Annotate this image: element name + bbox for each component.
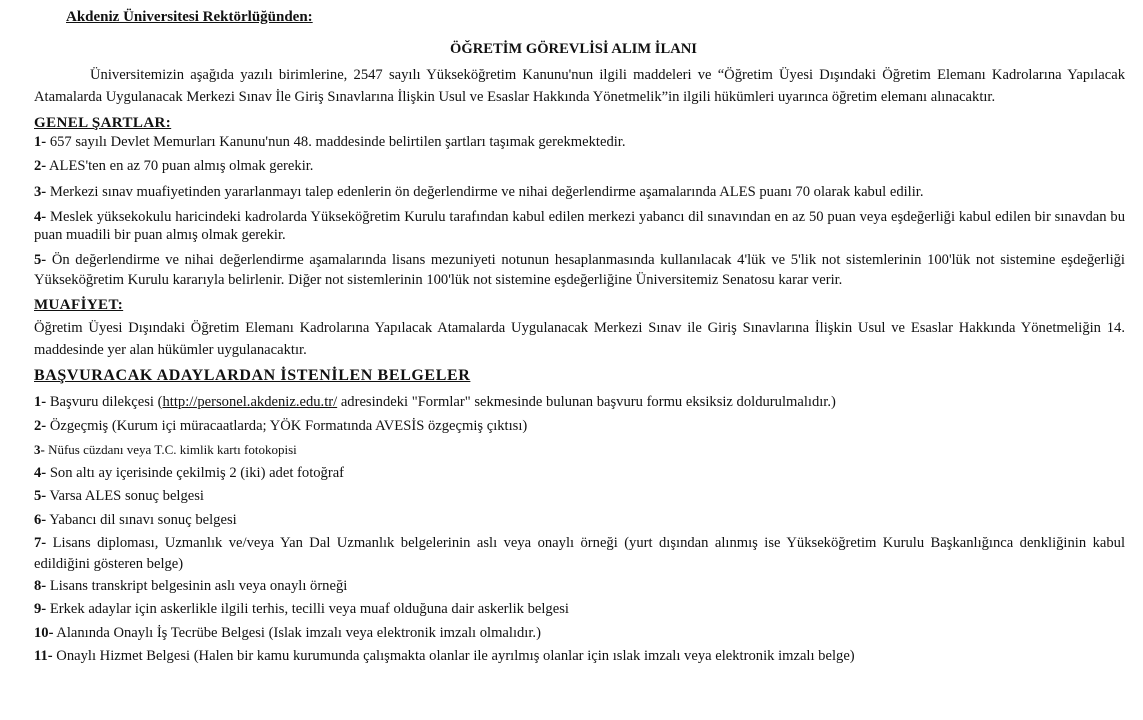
item-number: 8- [34,577,47,594]
item-text: Varsa ALES sonuç belgesi [46,488,204,505]
item-number: 7- [34,534,47,551]
item-number: 2- [34,158,47,174]
item-text: Ön değerlendirme ve nihai değerlendirme aşamalarında lisans mezuniyeti notunun hesaplanmasında kullanılacak 4'lük ve 5'lik not sistemlerinin 100'lük not sistemine eşdeğerliği Yükseköğretim Kurulu kararıyla belirlenir. Diğer not sistemlerinin 100'lük not sistemine eşdeğerliğine Üniversitemiz Senatosu karar verir. [34,252,1125,288]
item-number: 2- [34,417,47,434]
document-item [34,622,1125,646]
general-condition-item [34,208,1125,244]
item-number: 4- [34,464,47,481]
document-item [34,598,1125,622]
item-text: Meslek yüksekokulu haricindeki kadrolarda Yükseköğretim Kurulu tarafından kabul edilen merkezi yabancı dil sınavından en az 50 puan veya eşdeğerliği kabul edilen bir sınavdan bu puan muadili bir puan almış olmak gerekir. [34,209,1125,243]
item-text: Erkek adaylar için askerlikle ilgili terhis, tecilli veya muaf olduğuna dair askerlik belgesi [46,601,569,618]
document-item [34,485,1125,509]
item-number: 5- [34,252,47,268]
general-condition-item [34,156,1125,176]
item-number: 9- [34,601,47,618]
item-text: 657 sayılı Devlet Memurları Kanunu'nun 48. maddesinde belirtilen şartları taşımak gerekmektedir. [46,134,626,150]
item-number: 5- [34,488,47,505]
item-text: Lisans transkript belgesinin aslı veya onaylı örneği [46,577,348,594]
item-text: ALES'ten en az 70 puan almış olmak gerekir. [46,158,314,174]
document-item [34,575,1125,599]
item-number: 4- [34,209,47,225]
document-item [34,415,1125,439]
item-number: 11- [34,648,53,665]
document-item [34,645,1125,669]
general-condition-item [34,132,1125,152]
announcement-title: ÖĞRETİM GÖREVLİSİ ALIM İLANI [450,41,697,57]
item-text: Onaylı Hizmet Belgesi (Halen bir kamu kurumunda çalışmakta olanlar ile ayrılmış olanlar için ıslak imzalı veya elektronik imzalı belge) [52,648,855,665]
general-conditions-list [34,132,1143,290]
item-text: Özgeçmiş (Kurum içi müracaatlarda; YÖK Formatında AVESİS özgeçmiş çıktısı) [46,417,528,434]
item-number: 3- [34,442,45,458]
item-number: 3- [34,184,47,200]
intro-paragraph: Üniversitemizin aşağıda yazılı birimlerine, 2547 sayılı Yükseköğretim Kanunu'nun ilgili maddeleri ve “Öğretim Üyesi Dışındaki Öğretim Elemanı Kadrolarına Yapılacak Atamalarda Uygulanacak Merkezi Sınav İle Giriş Sınavlarına İlişkin Usul ve Esaslar Hakkında Yönetmelik”in ilgili hükümleri uyarınca öğretim elemanı alınacaktır. [34,67,1125,105]
document-item [34,391,1125,415]
item-text: adresindeki "Formlar" sekmesinde bulunan başvuru formu eksiksiz doldurulmalıdır.) [337,394,836,410]
document-item [34,438,1125,462]
item-text: Başvuru dilekçesi ( [46,394,163,410]
item-number: 1- [34,394,47,410]
issuer-heading: Akdeniz Üniversitesi Rektörlüğünden: [66,9,313,25]
personnel-website-link[interactable]: http://personel.akdeniz.edu.tr/ [162,394,338,410]
item-text: Merkezi sınav muafiyetinden yararlanmayı talep edenlerin ön değerlendirme ve nihai değerlendirme aşamalarında ALES puanı 70 olarak kabul edilir. [46,184,924,200]
document-item [34,509,1125,533]
general-condition-item [34,182,1125,202]
exemption-paragraph: Öğretim Üyesi Dışındaki Öğretim Elemanı Kadrolarına Yapılacak Atamalarda Uygulanacak Merkezi Sınav ile Giriş Sınavlarına İlişkin Usul ve Esaslar Hakkında Yönetmeliğin 14. maddesinde yer alan hükümler uygulanacaktır. [34,320,1125,358]
document-item [34,462,1125,486]
item-text: Lisans diploması, Uzmanlık ve/veya Yan Dal Uzmanlık belgelerinin aslı veya onaylı örneği (yurt dışından alınmış ise Yükseköğretim Kurulu Başkanlığınca denkliğinin kabul edildiğini gösteren belge) [34,534,1125,572]
item-text: Son altı ay içerisinde çekilmiş 2 (iki) adet fotoğraf [46,464,345,481]
required-documents-heading: BAŞVURACAK ADAYLARDAN İSTENİLEN BELGELER [34,367,471,384]
document-item [34,533,1125,575]
item-text: Yabancı dil sınavı sonuç belgesi [46,511,237,528]
general-condition-item [34,250,1125,290]
item-text: Nüfus cüzdanı veya T.C. kimlik kartı fotokopisi [44,442,297,458]
item-text: Alanında Onaylı İş Tecrübe Belgesi (Islak imzalı veya elektronik imzalı olmalıdır.) [53,624,541,641]
item-number: 6- [34,511,47,528]
item-number: 10- [34,624,54,641]
general-conditions-heading: GENEL ŞARTLAR: [34,115,172,131]
required-documents-list [34,391,1143,669]
exemption-heading: MUAFİYET: [34,297,124,313]
item-number: 1- [34,134,47,150]
